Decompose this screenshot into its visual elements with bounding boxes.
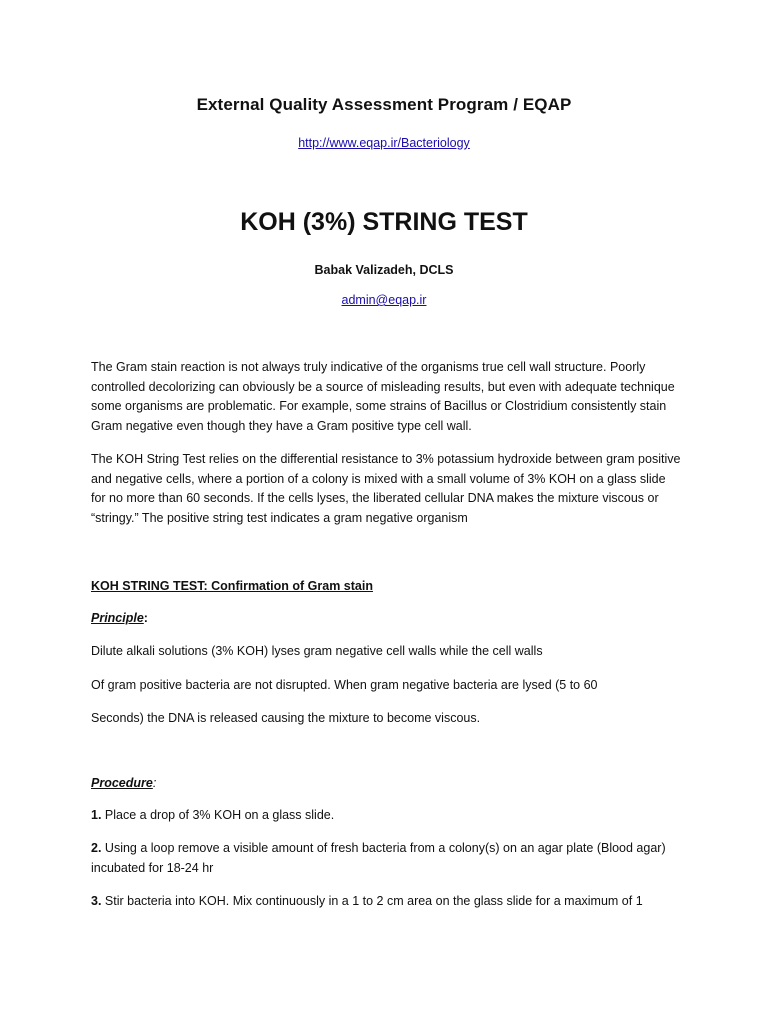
procedure-step-1 [91, 806, 681, 826]
step-number: 3. [91, 894, 102, 908]
org-url-line [0, 136, 768, 150]
principle-label: Principle [91, 611, 144, 625]
procedure-colon: : [152, 776, 157, 790]
procedure-step-3 [91, 892, 681, 912]
step-text: Using a loop remove a visible amount of fresh bacteria from a colony(s) on an agar plate (Blood agar) incubated for 18-24 hr [91, 841, 666, 875]
procedure-heading [91, 774, 681, 794]
author-email-link[interactable]: admin@eqap.ir [341, 293, 427, 307]
author-name: Babak Valizadeh, DCLS [314, 263, 454, 277]
procedure-label: Procedure [91, 776, 153, 790]
org-url-link[interactable]: http://www.eqap.ir/Bacteriology [298, 136, 470, 150]
author-email-line [0, 293, 768, 307]
principle-heading [91, 609, 681, 629]
org-title: External Quality Assessment Program / EQAP [196, 95, 572, 114]
step-text: Stir bacteria into KOH. Mix continuously in a 1 to 2 cm area on the glass slide for a maximum of 1 [101, 894, 643, 908]
principle-line-2: Of gram positive bacteria are not disrupted. When gram negative bacteria are lysed (5 to 60 [91, 678, 598, 692]
intro-paragraph-1: The Gram stain reaction is not always truly indicative of the organisms true cell wall structure. Poorly controlled decolorizing can obviously be a source of misleading results, but even with adequate technique some organisms are problematic. For example, some strains of Bacillus or Clostridium consistently stain Gram negative even though they have a Gram positive type cell wall. [91, 360, 675, 433]
step-number: 2. [91, 841, 102, 855]
document-title: KOH (3%) STRING TEST [240, 208, 528, 236]
step-number: 1. [91, 808, 102, 822]
section-heading: KOH STRING TEST: Confirmation of Gram stain [91, 579, 373, 593]
principle-colon: : [143, 611, 148, 625]
procedure-step-2 [91, 839, 681, 878]
principle-line-1: Dilute alkali solutions (3% KOH) lyses gram negative cell walls while the cell walls [91, 644, 543, 658]
principle-line-3: Seconds) the DNA is released causing the mixture to become viscous. [91, 711, 481, 725]
intro-paragraph-2: The KOH String Test relies on the differential resistance to 3% potassium hydroxide between gram positive and negative cells, where a portion of a colony is mixed with a small volume of 3% KOH on a glass slide for no more than 60 seconds. If the cells lyses, the liberated cellular DNA makes the mixture viscous or “stringy.” The positive string test indicates a gram negative organism [91, 452, 681, 525]
step-text: Place a drop of 3% KOH on a glass slide. [101, 808, 335, 822]
